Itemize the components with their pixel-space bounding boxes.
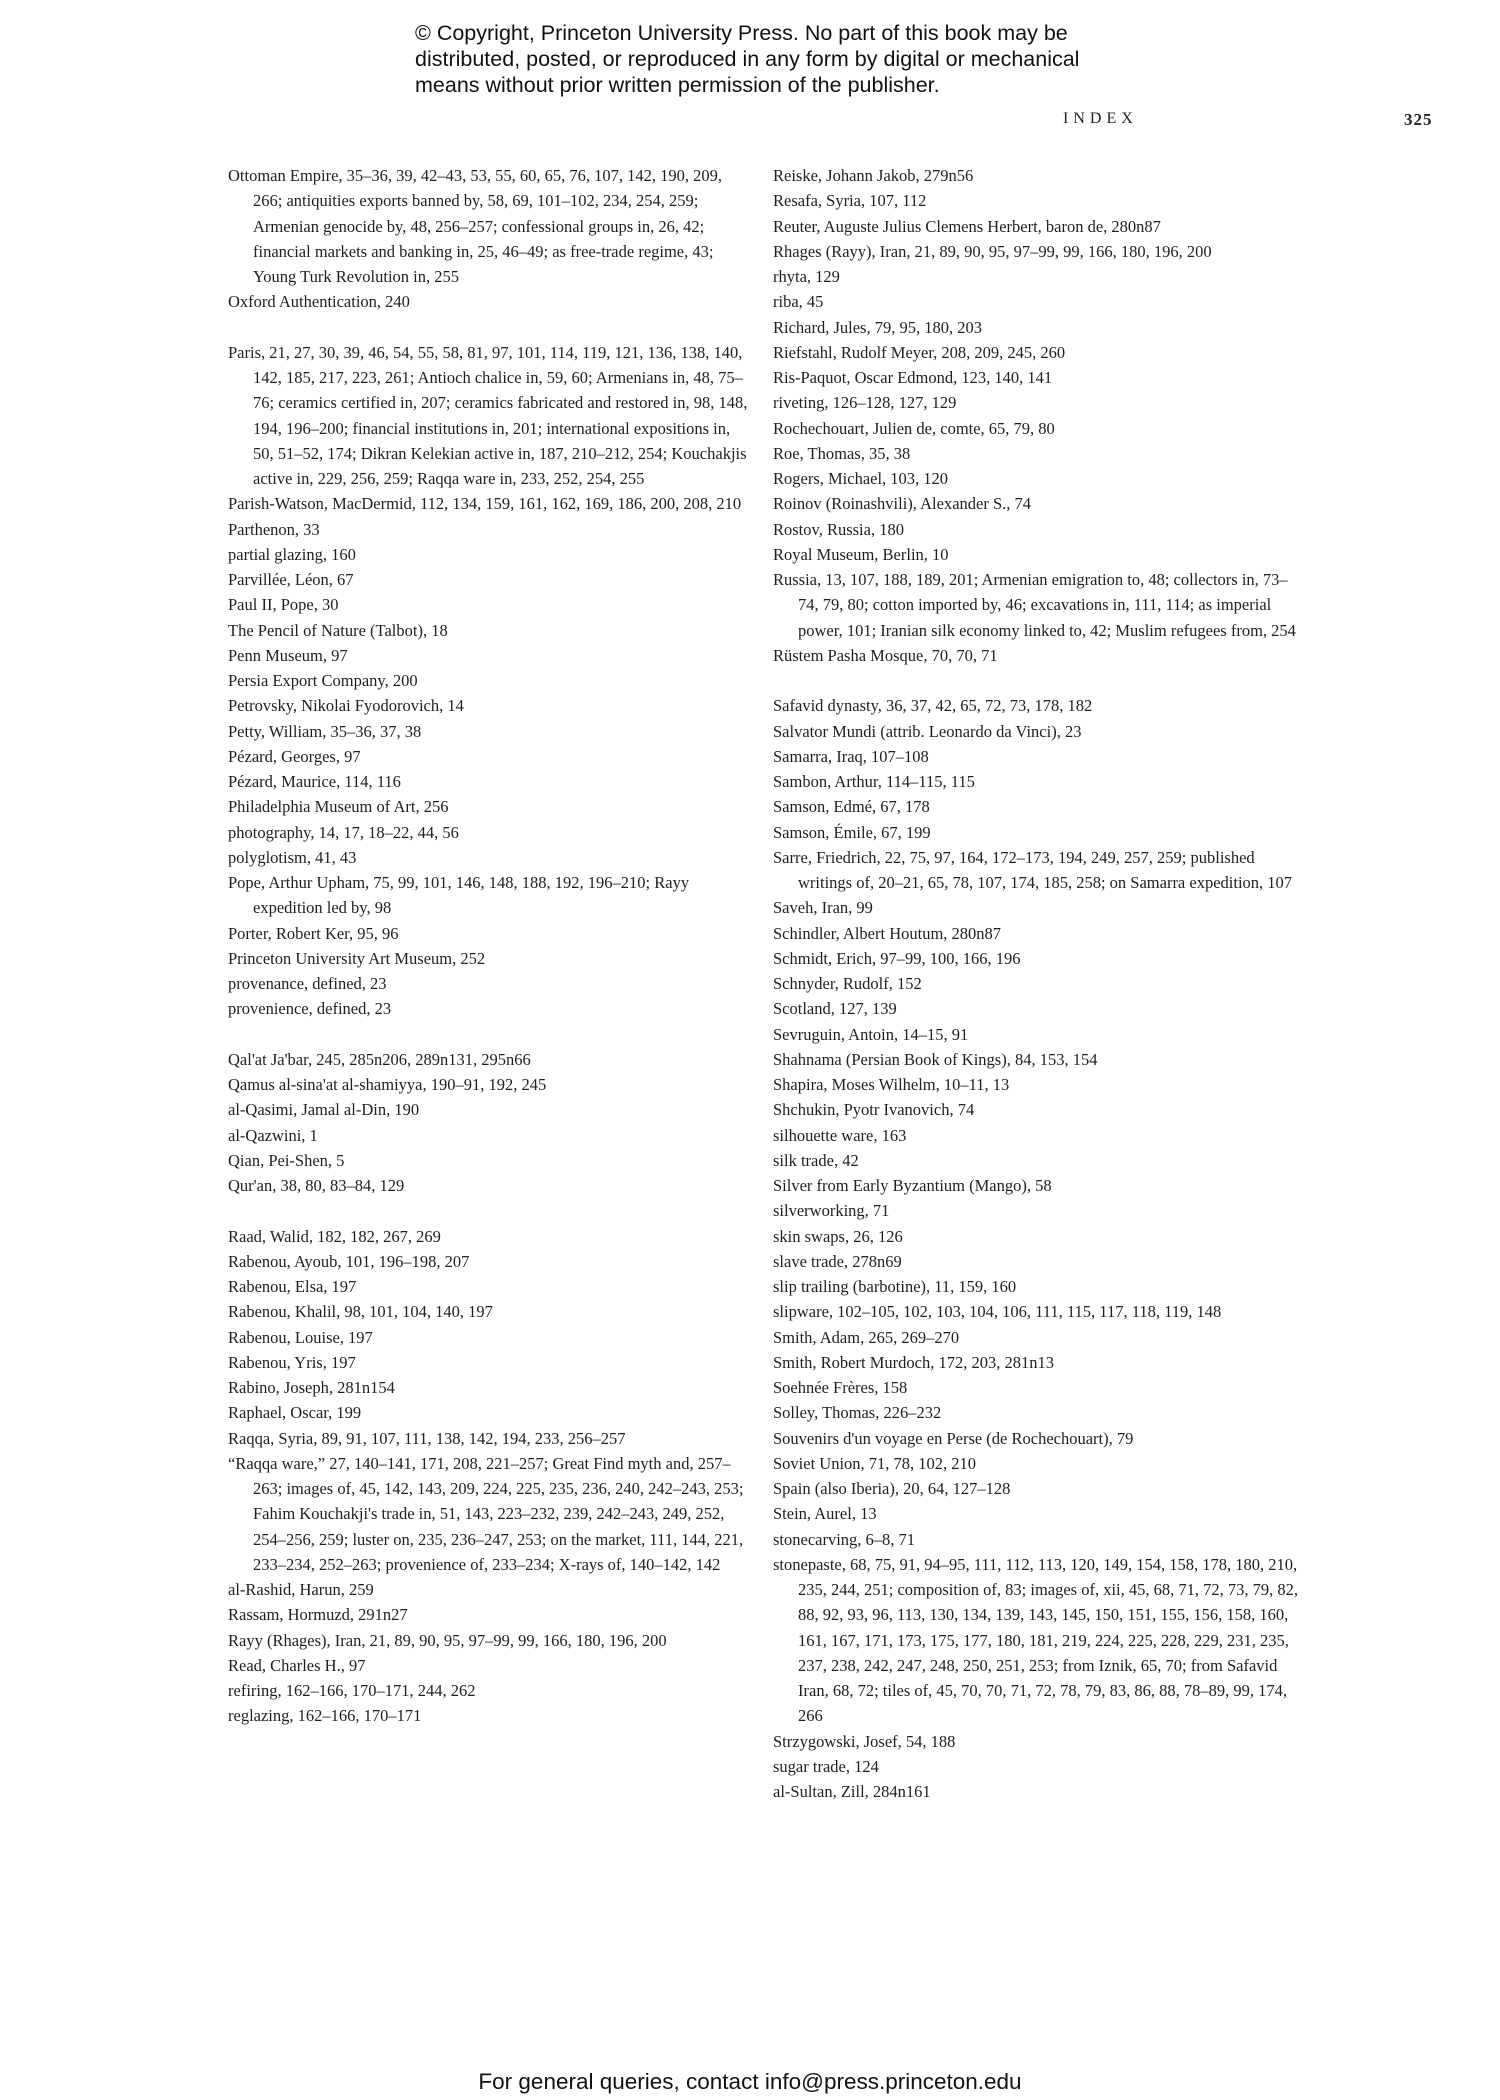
index-entry: Penn Museum, 97 (228, 645, 348, 665)
index-entry: slipware, 102–105, 102, 103, 104, 106, 111, 115, 117, 118, 119, 148 (773, 1302, 1222, 1322)
index-entry: Safavid dynasty, 36, 37, 42, 65, 72, 73, 178, 182 (773, 696, 1093, 716)
index-entry: rhyta, 129 (773, 267, 840, 286)
running-title: INDEX (1063, 110, 1138, 127)
index-entry: Shapira, Moses Wilhelm, 10–11, 13 (773, 1075, 1010, 1094)
index-entry: Silver from Early Byzantium (Mango), 58 (773, 1176, 1052, 1195)
index-entry: Rabino, Joseph, 281n154 (228, 1378, 395, 1397)
index-entry: Rochechouart, Julien de, comte, 65, 79, 80 (773, 418, 1055, 438)
index-entry: stonecarving, 6–8, 71 (773, 1529, 916, 1549)
index-entry: riba, 45 (773, 292, 824, 312)
index-entry: slave trade, 278n69 (773, 1251, 902, 1271)
index-entry: Princeton University Art Museum, 252 (228, 948, 486, 968)
index-entry: Qamus al-sina'at al-shamiyya, 190–91, 192, 245 (228, 1075, 547, 1094)
index-entry: silhouette ware, 163 (773, 1125, 907, 1145)
index-letter-gap (228, 1198, 748, 1223)
index-entry: Royal Museum, Berlin, 10 (773, 544, 949, 564)
index-entry: Ris-Paquot, Oscar Edmond, 123, 140, 141 (773, 368, 1053, 387)
index-entry: Rhages (Rayy), Iran, 21, 89, 90, 95, 97–99, 99, 166, 180, 196, 200 (773, 241, 1212, 261)
copyright-line: © Copyright, Princeton University Press. No part of this book may be (415, 21, 1068, 45)
index-entry: Rabenou, Khalil, 98, 101, 104, 140, 197 (228, 1302, 493, 1322)
index-entry: Pope, Arthur Upham, 75, 99, 101, 146, 148, 188, 192, 196–210; Rayy expedition led by, 98 (228, 873, 690, 918)
index-entry: Petty, William, 35–36, 37, 38 (228, 721, 422, 741)
index-entry: “Raqqa ware,” 27, 140–141, 171, 208, 221–257; Great Find myth and, 257–263; images of, 45, 142, 143, 209, 224, 225, 235, 236, 240, 242–243, 253; Fahim Kouchakji's trade in, 51, 143, 223–232, 239, 242–243, 249, 252, 254–256, 259; luster on, 235, 236–247, 253; on the market, 111, 144, 221, 233–234, 252–263; provenience of, 233–234; X-rays of, 140–142, 142 (228, 1453, 744, 1574)
index-entry: silk trade, 42 (773, 1150, 859, 1170)
index-entry: Saveh, Iran, 99 (773, 898, 873, 918)
index-entry: Qian, Pei-Shen, 5 (228, 1150, 345, 1170)
index-entry: al-Qazwini, 1 (228, 1125, 318, 1145)
index-entry: Pézard, Georges, 97 (228, 746, 361, 766)
index-entry: Russia, 13, 107, 188, 189, 201; Armenian emigration to, 48; collectors in, 73–74, 79, 80; cotton imported by, 46; excavations in, 111, 114; as imperial power, 101; Iranian silk economy linked to, 42; Muslim refugees from, 254 (773, 570, 1296, 640)
index-entry: Shahnama (Persian Book of Kings), 84, 153, 154 (773, 1049, 1098, 1069)
index-entry: Reuter, Auguste Julius Clemens Herbert, baron de, 280n87 (773, 216, 1161, 236)
index-entry: Schnyder, Rudolf, 152 (773, 974, 922, 993)
index-entry: Scotland, 127, 139 (773, 999, 897, 1019)
index-entry: Rabenou, Louise, 197 (228, 1327, 373, 1347)
index-entry: provenience, defined, 23 (228, 999, 392, 1019)
index-entry: Richard, Jules, 79, 95, 180, 203 (773, 317, 982, 337)
index-entry: Paul II, Pope, 30 (228, 595, 339, 615)
index-entry: sugar trade, 124 (773, 1756, 879, 1776)
index-entry: Reiske, Johann Jakob, 279n56 (773, 166, 974, 185)
copyright-notice (415, 20, 1135, 98)
index-entry: Raphael, Oscar, 199 (228, 1403, 362, 1423)
index-entry: Philadelphia Museum of Art, 256 (228, 797, 449, 817)
index-entry: Smith, Robert Murdoch, 172, 203, 281n13 (773, 1352, 1054, 1372)
index-entry: silverworking, 71 (773, 1201, 890, 1221)
index-entry: Resafa, Syria, 107, 112 (773, 191, 927, 211)
index-entry: riveting, 126–128, 127, 129 (773, 393, 957, 413)
index-entry: partial glazing, 160 (228, 544, 356, 564)
index-entry: Qur'an, 38, 80, 83–84, 129 (228, 1176, 405, 1195)
index-entry: Roe, Thomas, 35, 38 (773, 443, 911, 463)
index-entry: Parish-Watson, MacDermid, 112, 134, 159, 161, 162, 169, 186, 200, 208, 210 (228, 494, 742, 514)
index-entry: Raad, Walid, 182, 182, 267, 269 (228, 1226, 441, 1246)
page-number: 325 (1404, 110, 1433, 129)
index-entry: Rostov, Russia, 180 (773, 519, 904, 539)
index-entry: Persia Export Company, 200 (228, 671, 418, 690)
index-entry: Petrovsky, Nikolai Fyodorovich, 14 (228, 696, 464, 716)
index-entry: al-Qasimi, Jamal al-Din, 190 (228, 1100, 420, 1120)
index-entry: Stein, Aurel, 13 (773, 1504, 877, 1524)
copyright-line: distributed, posted, or reproduced in any form by digital or mechanical (415, 47, 1080, 71)
index-entry: Sevruguin, Antoin, 14–15, 91 (773, 1024, 969, 1044)
index-entry: Sarre, Friedrich, 22, 75, 97, 164, 172–173, 194, 249, 257, 259; published writings of, 20–21, 65, 78, 107, 174, 185, 258; on Samarra expedition, 107 (773, 847, 1293, 892)
index-entry: Sambon, Arthur, 114–115, 115 (773, 772, 975, 791)
index-column-right (773, 163, 1303, 1804)
index-entry: Raqqa, Syria, 89, 91, 107, 111, 138, 142, 194, 233, 256–257 (228, 1428, 626, 1448)
index-entry: Spain (also Iberia), 20, 64, 127–128 (773, 1479, 1011, 1498)
index-entry: refiring, 162–166, 170–171, 244, 262 (228, 1681, 476, 1700)
index-entry: Souvenirs d'un voyage en Perse (de Rochechouart), 79 (773, 1428, 1134, 1448)
index-entry: Riefstahl, Rudolf Meyer, 208, 209, 245, 260 (773, 342, 1066, 362)
running-head (0, 110, 1500, 134)
index-entry: Rabenou, Yris, 197 (228, 1352, 356, 1372)
index-column-left (228, 163, 748, 1729)
index-entry: Smith, Adam, 265, 269–270 (773, 1327, 960, 1347)
index-entry: photography, 14, 17, 18–22, 44, 56 (228, 822, 459, 842)
index-letter-gap (228, 1022, 748, 1047)
index-letter-gap (228, 315, 748, 340)
index-entry: Samson, Émile, 67, 199 (773, 822, 931, 842)
index-entry: reglazing, 162–166, 170–171 (228, 1706, 422, 1726)
index-entry: Solley, Thomas, 226–232 (773, 1403, 942, 1423)
index-letter-gap (773, 668, 1303, 693)
index-entry: Shchukin, Pyotr Ivanovich, 74 (773, 1100, 975, 1120)
index-entry: The Pencil of Nature (Talbot), 18 (228, 620, 448, 640)
index-entry: al-Sultan, Zill, 284n161 (773, 1782, 931, 1801)
index-entry: Rüstem Pasha Mosque, 70, 70, 71 (773, 645, 998, 665)
index-entry: slip trailing (barbotine), 11, 159, 160 (773, 1277, 1017, 1296)
index-entry: Porter, Robert Ker, 95, 96 (228, 923, 399, 943)
footer-contact: For general queries, contact info@press.princeton.edu (478, 2069, 1022, 2094)
index-entry: Salvator Mundi (attrib. Leonardo da Vinci), 23 (773, 721, 1082, 741)
index-entry: Schindler, Albert Houtum, 280n87 (773, 923, 1002, 943)
index-entry: skin swaps, 26, 126 (773, 1226, 903, 1246)
index-entry: Read, Charles H., 97 (228, 1655, 366, 1675)
index-entry: Rassam, Hormuzd, 291n27 (228, 1605, 408, 1625)
index-entry: Qal'at Ja'bar, 245, 285n206, 289n131, 295n66 (228, 1049, 531, 1069)
index-entry: al-Rashid, Harun, 259 (228, 1580, 374, 1599)
index-entry: Schmidt, Erich, 97–99, 100, 166, 196 (773, 948, 1021, 968)
index-entry: Pézard, Maurice, 114, 116 (228, 772, 401, 791)
index-entry: Ottoman Empire, 35–36, 39, 42–43, 53, 55, 60, 65, 76, 107, 142, 190, 209, 266; antiquities exports banned by, 58, 69, 101–102, 234, 254, 259; Armenian genocide by, 48, 256–257; confessional groups in, 26, 42; financial markets and banking in, 25, 46–49; as free-trade regime, 43; Young Turk Revolution in, 255 (228, 166, 723, 286)
index-entry: Parvillée, Léon, 67 (228, 570, 354, 589)
index-entry: Rabenou, Ayoub, 101, 196–198, 207 (228, 1251, 470, 1271)
index-entry: Roinov (Roinashvili), Alexander S., 74 (773, 494, 1032, 514)
index-entry: stonepaste, 68, 75, 91, 94–95, 111, 112, 113, 120, 149, 154, 158, 178, 180, 210, 235, 244, 251; composition of, 83; images of, xii, 45, 68, 71, 72, 73, 79, 82, 88, 92, 93, 96, 113, 130, 134, 139, 143, 145, 150, 151, 155, 156, 158, 160, 161, 167, 171, 173, 175, 177, 180, 181, 219, 224, 225, 228, 229, 231, 235, 237, 238, 242, 247, 248, 250, 251, 253; from Iznik, 65, 70; from Safavid Iran, 68, 72; tiles of, 45, 70, 70, 71, 72, 78, 79, 83, 86, 88, 78–89, 99, 174, 266 (773, 1554, 1299, 1726)
index-entry: polyglotism, 41, 43 (228, 847, 357, 867)
index-entry: Rayy (Rhages), Iran, 21, 89, 90, 95, 97–99, 99, 166, 180, 196, 200 (228, 1630, 667, 1650)
index-entry: Samson, Edmé, 67, 178 (773, 797, 930, 817)
index-entry: Soviet Union, 71, 78, 102, 210 (773, 1453, 977, 1473)
index-entry: Soehnée Frères, 158 (773, 1378, 908, 1397)
index-entry: Paris, 21, 27, 30, 39, 46, 54, 55, 58, 81, 97, 101, 114, 119, 121, 136, 138, 140, 142, 185, 217, 223, 261; Antioch chalice in, 59, 60; Armenians in, 48, 75–76; ceramics certified in, 207; ceramics fabricated and restored in, 98, 148, 194, 196–200; financial institutions in, 201; international expositions in, 50, 51–52, 174; Dikran Kelekian active in, 187, 210–212, 254; Kouchakjis active in, 229, 256, 259; Raqqa ware in, 233, 252, 254, 255 (228, 342, 748, 488)
index-entry: Strzygowski, Josef, 54, 188 (773, 1731, 956, 1751)
index-entry: Parthenon, 33 (228, 519, 320, 539)
index-entry: provenance, defined, 23 (228, 974, 387, 993)
index-entry: Rogers, Michael, 103, 120 (773, 469, 949, 488)
index-entry: Rabenou, Elsa, 197 (228, 1277, 357, 1296)
index-entry: Samarra, Iraq, 107–108 (773, 746, 929, 766)
copyright-line: means without prior written permission of the publisher. (415, 73, 940, 97)
index-entry: Oxford Authentication, 240 (228, 292, 410, 312)
